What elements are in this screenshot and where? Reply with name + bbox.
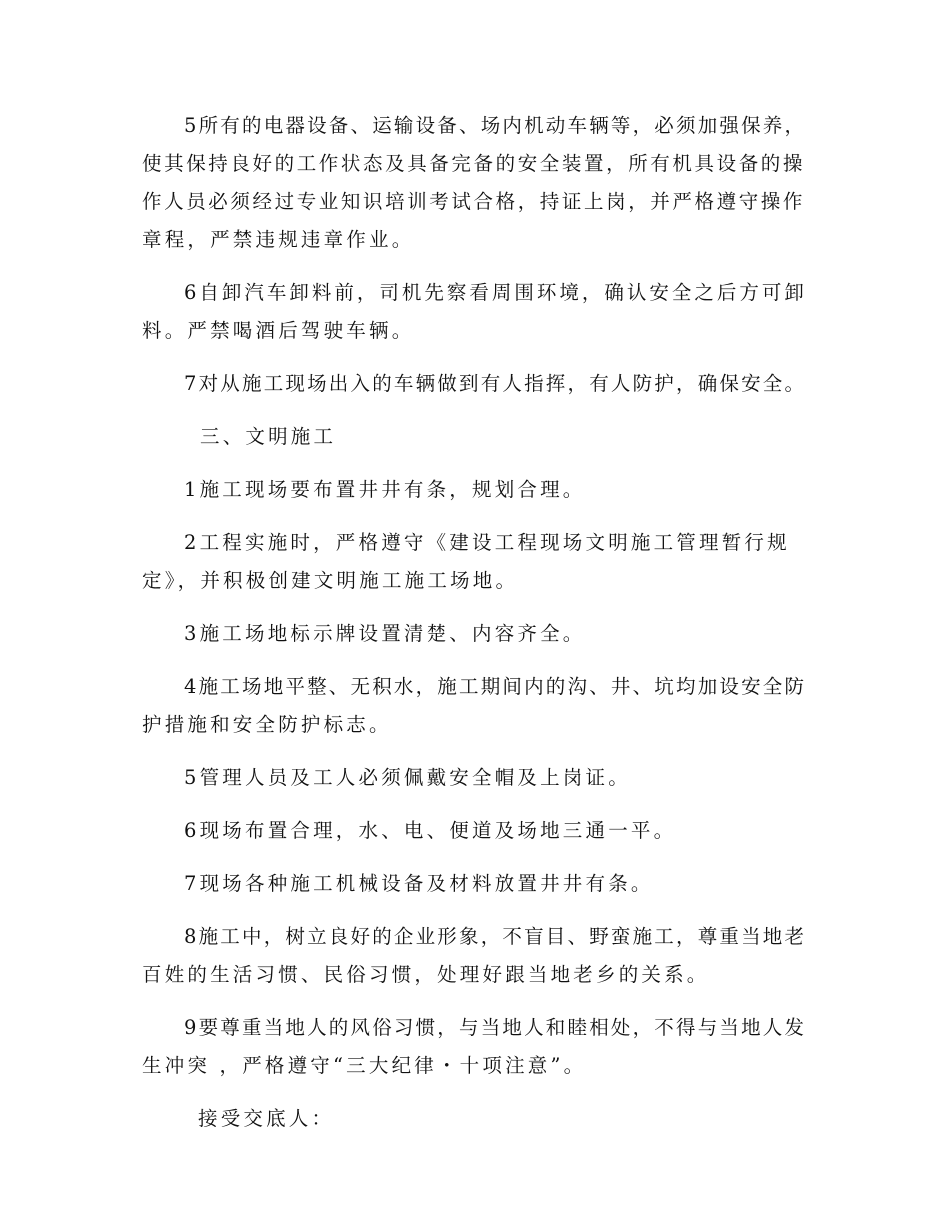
text-line: 9要尊重当地人的风俗习惯，与当地人和睦相处，不得与当地人发 <box>184 1016 807 1039</box>
text-line: 2工程实施时，严格遵守《建设工程现场文明施工管理暂行规 <box>184 531 790 554</box>
text-line: 7对从施工现场出入的车辆做到有人指挥，有人防护，确保安全。 <box>184 372 807 395</box>
text-line: 5管理人员及工人必须佩戴安全帽及上岗证。 <box>184 766 631 789</box>
text-line: 6现场布置合理，水、电、便道及场地三通一平。 <box>184 819 677 842</box>
signature-label: 接受交底人： <box>198 1107 335 1130</box>
text-line: 章程，严禁违规违章作业。 <box>142 228 415 251</box>
text-line: 生冲突 ，严格遵守“三大纪律・十项注意”。 <box>142 1054 587 1077</box>
text-line: 百姓的生活习惯、民俗习惯，处理好跟当地老乡的关系。 <box>142 963 710 986</box>
text-line: 8施工中，树立良好的企业形象，不盲目、野蛮施工，尊重当地老 <box>184 925 807 948</box>
text-line: 料。严禁喝酒后驾驶车辆。 <box>142 319 415 342</box>
text-line: 作人员必须经过专业知识培训考试合格，持证上岗，并严格遵守操作 <box>142 190 806 213</box>
text-line: 5所有的电器设备、运输设备、场内机动车辆等，必须加强保养， <box>184 114 807 137</box>
text-line: 定》，并积极创建文明施工施工场地。 <box>142 569 519 592</box>
text-line: 6自卸汽车卸料前，司机先察看周围环境，确认安全之后方可卸 <box>184 281 807 304</box>
text-line: 1施工现场要布置井井有条，规划合理。 <box>184 478 586 501</box>
text-line: 3施工场地标示牌设置清楚、内容齐全。 <box>184 622 586 645</box>
text-line: 使其保持良好的工作状态及具备完备的安全装置，所有机具设备的操 <box>142 152 806 175</box>
text-line: 护措施和安全防护标志。 <box>142 713 392 736</box>
text-line: 4施工场地平整、无积水，施工期间内的沟、井、坑均加设安全防 <box>184 675 807 698</box>
text-line: 7现场各种施工机械设备及材料放置井井有条。 <box>184 872 654 895</box>
section-heading: 三、文明施工 <box>200 425 337 448</box>
